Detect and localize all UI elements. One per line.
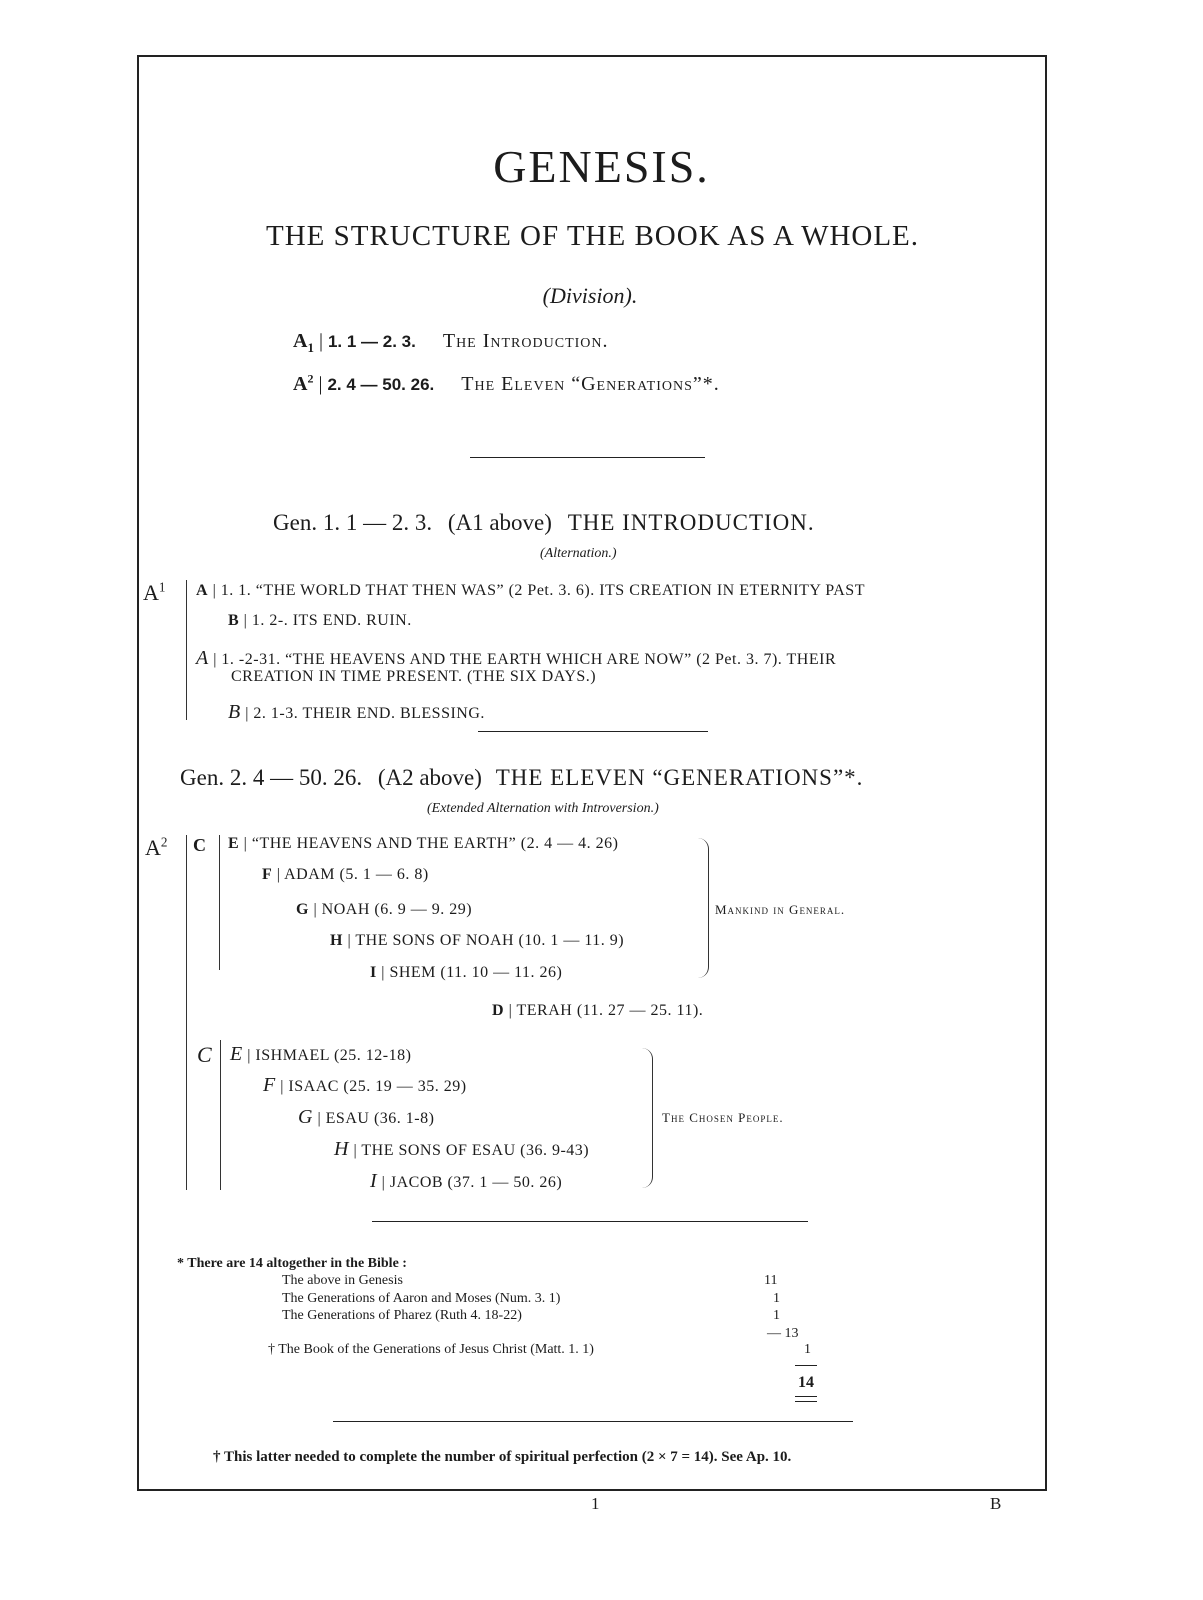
footnote-value-2: 1 [773, 1291, 780, 1306]
group1-note: Mankind in General. [715, 902, 846, 917]
section1-row-b2: B | 2. 1-3. THEIR END. BLESSING. [228, 701, 485, 723]
group1-mark: C [193, 835, 206, 855]
section1-row-b: B | 1. 2-. ITS END. RUIN. [228, 612, 412, 629]
division-mark: $A_1$ [293, 330, 314, 355]
section1-bracket [186, 580, 187, 720]
group2-note: The Chosen People. [662, 1110, 784, 1125]
footnote-value-1: 11 [764, 1273, 778, 1288]
group1-row-e: E | “THE HEAVENS AND THE EARTH” (2. 4 — 4. 26) [228, 835, 619, 852]
footnote-line-2: The Generations of Aaron and Moses (Num. 3. 1) [282, 1291, 561, 1306]
group2-row-f: F | ISAAC (25. 19 — 35. 29) [263, 1074, 467, 1096]
division-ref: 2. 4 — 50. 26. [327, 375, 435, 394]
footnote-total: 14 [798, 1374, 814, 1391]
section1-row-a: A | 1. 1. “THE WORLD THAT THEN WAS” (2 Pet. 3. 6). ITS CREATION IN ETERNITY PAST [196, 582, 865, 599]
section1-heading [273, 510, 815, 536]
group2-brace [642, 1048, 653, 1188]
footnote-line-3: The Generations of Pharez (Ruth 4. 18-22) [282, 1308, 522, 1323]
divider [478, 731, 708, 732]
footnote-dagger-line: † The Book of the Generations of Jesus Christ (Matt. 1. 1) [268, 1342, 594, 1357]
d-row: D | TERAH (11. 27 — 25. 11). [492, 1002, 704, 1019]
signature-mark: B [990, 1494, 1002, 1513]
divider [470, 457, 705, 458]
total-rule [795, 1396, 817, 1397]
section2-ref: Gen. 2. 4 — 50. 26. [180, 765, 363, 790]
section1-title: THE INTRODUCTION. [567, 510, 815, 535]
divider [333, 1421, 853, 1422]
section2-mid: (A2 above) [377, 765, 482, 790]
section1-outer-mark: $A^1$ [143, 579, 166, 605]
group1-brace [698, 838, 709, 978]
group2-row-g: G | ESAU (36. 1-8) [298, 1106, 435, 1128]
division-text: The Eleven “Generations”*. [461, 373, 720, 395]
section1-row-a2-cont: CREATION IN TIME PRESENT. (THE SIX DAYS.) [231, 668, 597, 685]
page-number: 1 [591, 1494, 600, 1513]
division-label: (Division). [542, 283, 638, 308]
division-text: The Introduction. [442, 330, 609, 352]
section2-heading [180, 765, 863, 791]
group2-row-e: E | ISHMAEL (25. 12-18) [230, 1043, 412, 1065]
group1-row-g: G | NOAH (6. 9 — 9. 29) [296, 901, 473, 918]
footnote-dagger-value: 1 [804, 1342, 811, 1357]
page-title: GENESIS. [493, 141, 710, 192]
section1-row-a2: A | 1. -2-31. “THE HEAVENS AND THE EARTH WHICH ARE NOW” (2 Pet. 3. 7). THEIR [196, 647, 837, 669]
footnote-intro: * There are 14 altogether in the Bible : [177, 1256, 407, 1271]
dagger-note: † This latter needed to complete the number of spiritual perfection (2 × 7 = 14). See Ap. 10. [213, 1449, 792, 1465]
group2-row-h: H | THE SONS OF ESAU (36. 9-43) [334, 1138, 590, 1160]
section2-title: THE ELEVEN “GENERATIONS”*. [495, 765, 864, 790]
section1-structure-label: (Alternation.) [540, 546, 617, 561]
section2-outer-bracket [186, 835, 187, 1190]
group2-mark: C [197, 1042, 212, 1067]
total-rule [795, 1401, 817, 1402]
divider [372, 1221, 808, 1222]
sum-rule [795, 1365, 817, 1366]
footnote-subtotal: — 13 [767, 1326, 799, 1341]
section2-structure-label: (Extended Alternation with Introversion.) [427, 801, 659, 816]
section1-ref: Gen. 1. 1 — 2. 3. [273, 510, 433, 535]
group2-bracket [220, 1040, 221, 1190]
division-row-1: $A_1$ | 1. 1 — 2. 3. The Introduction. [293, 330, 609, 355]
footnote-value-3: 1 [773, 1308, 780, 1323]
group1-row-f: F | ADAM (5. 1 — 6. 8) [262, 866, 429, 883]
page-subtitle: THE STRUCTURE OF THE BOOK AS A WHOLE. [265, 220, 920, 252]
group1-row-i: I | SHEM (11. 10 — 11. 26) [370, 964, 563, 981]
group1-bracket [219, 835, 220, 970]
division-row-2: $A^2$ | 2. 4 — 50. 26. The Eleven “Generations”*. [293, 371, 720, 395]
group1-row-h: H | THE SONS OF NOAH (10. 1 — 11. 9) [330, 932, 625, 949]
section2-outer-mark: $A^2$ [145, 834, 168, 860]
division-mark: $A^2$ [293, 371, 314, 395]
section1-mid: (A1 above) [447, 510, 552, 535]
group2-row-i: I | JACOB (37. 1 — 50. 26) [370, 1170, 563, 1192]
footnote-line-1: The above in Genesis [282, 1273, 403, 1288]
division-ref: 1. 1 — 2. 3. [327, 332, 416, 351]
